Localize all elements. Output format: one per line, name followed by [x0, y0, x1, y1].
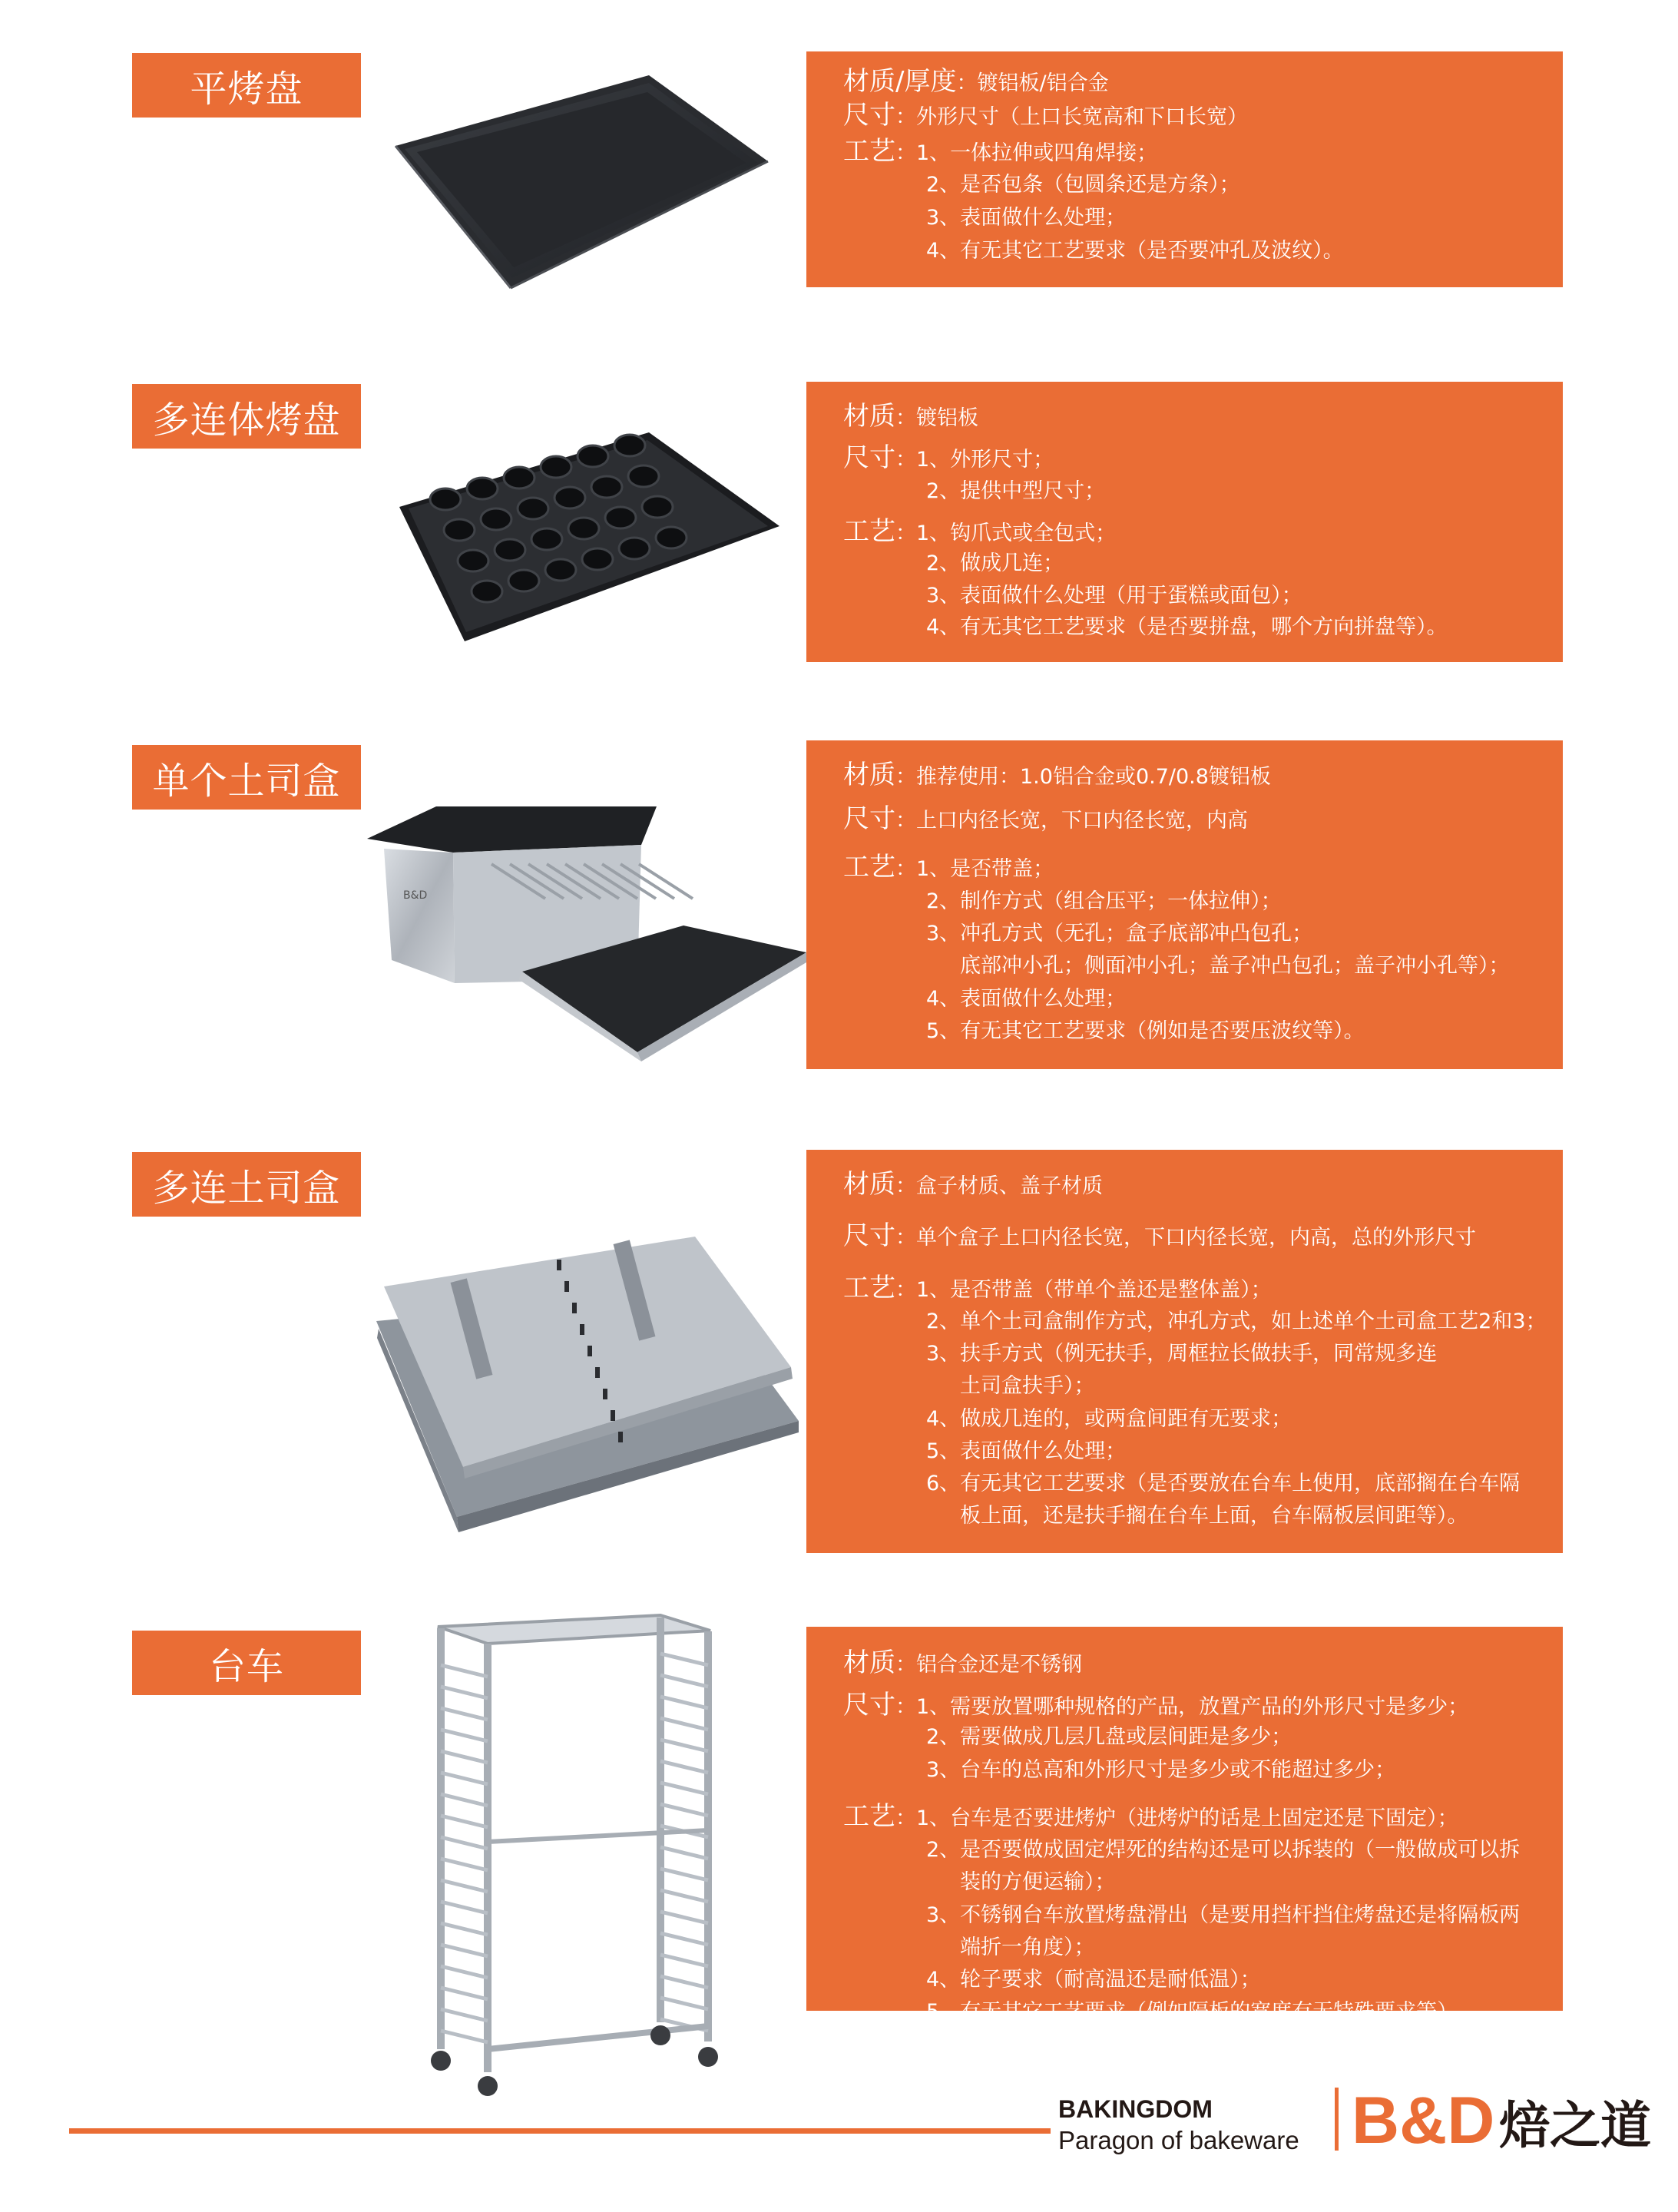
- section-title-multi-tray: 多连体烤盘: [132, 384, 361, 449]
- svg-text:B&D: B&D: [403, 889, 428, 902]
- multi-cup-tray-image: [392, 419, 791, 649]
- section-title-multi-toast-box: 多连土司盒: [132, 1152, 361, 1217]
- toast-box-image: [361, 776, 806, 1083]
- svg-text:焙之道: 焙之道: [1499, 2096, 1651, 2155]
- brand-tagline: Paragon of bakeware: [1058, 2126, 1299, 2154]
- svg-text:B&D: B&D: [1352, 2084, 1495, 2157]
- spec-panel-toast-box: 材质：推荐使用：1.0铝合金或0.7/0.8镀铝板 尺寸：上口内径长宽，下口内径长宽，内高 工艺：1、是否带盖； 2、制作方式（组合压平；一体拉伸）； 3、冲孔方式（无孔；盒子底部冲凸包孔； 底部冲小孔；侧面冲小孔；盖子冲凸包孔；盖子冲小孔等）； 4、表面做什么处理； 5、有无其它工艺要求（例如是否要压波纹等）。: [806, 740, 1563, 1069]
- footer-divider: [69, 2128, 1051, 2134]
- bd-logo: [1352, 2080, 1655, 2157]
- spec-panel-multi-toast-box: 材质：盒子材质、盖子材质 尺寸：单个盒子上口内径长宽，下口内径长宽，内高，总的外形尺寸 工艺：1、是否带盖（带单个盖还是整体盖）； 2、单个土司盒制作方式，冲孔方式，如上述单个土司盒工艺2和3； 3、扶手方式（例无扶手，周框拉长做扶手，同常规多连 土司盒扶手）； 4、做成几连的，或两盒间距有无要求； 5、表面做什么处理； 6、有无其它工艺要求（是否要放在台车上使用，底部搁在台车隔 板上面，还是扶手搁在台车上面，台车隔板层间距等）。: [806, 1150, 1563, 1553]
- brand-name: BAKINGDOM: [1058, 2095, 1213, 2123]
- spec-panel-rack-trolley: 材质：铝合金还是不锈钢 尺寸：1、需要放置哪种规格的产品，放置产品的外形尺寸是多少； 2、需要做成几层几盘或层间距是多少； 3、台车的总高和外形尺寸是多少或不能超过多少； 工艺：1、台车是否要进烤炉（进烤炉的话是上固定还是下固定）； 2、是否要做成固定焊死的结构还是可以拆装的（一般做成可以拆 装的方便运输）； 3、不锈钢台车放置烤盘滑出（是要用挡杆挡住烤盘还是将隔板两 端折一角度）； 4、轮子要求（耐高温还是耐低温）； 5、有无其它工艺要求（例如隔板的宽度有无特殊要求等）。: [806, 1627, 1563, 2011]
- footer-brand-separator: [1335, 2088, 1339, 2151]
- section-title-rack-trolley: 台车: [132, 1631, 361, 1695]
- spec-panel-flat-tray: 材质/厚度：镀铝板/铝合金 尺寸：外形尺寸（上口长宽高和下口长宽） 工艺：1、一体拉伸或四角焊接； 2、是否包条（包圆条还是方条）； 3、表面做什么处理； 4、有无其它工艺要求（是否要冲孔及波纹）。: [806, 51, 1563, 287]
- spec-panel-multi-tray: 材质：镀铝板 尺寸：1、外形尺寸； 2、提供中型尺寸； 工艺：1、钩爪式或全包式； 2、做成几连； 3、表面做什么处理（用于蛋糕或面包）； 4、有无其它工艺要求（是否要拼盘，哪个方向拼盘等）。: [806, 382, 1563, 662]
- section-title-flat-tray: 平烤盘: [132, 53, 361, 118]
- flat-baking-tray-image: [388, 69, 787, 300]
- rack-trolley-image: [430, 1611, 722, 2103]
- multi-toast-box-image: [372, 1206, 803, 1536]
- section-title-toast-box: 单个土司盒: [132, 745, 361, 810]
